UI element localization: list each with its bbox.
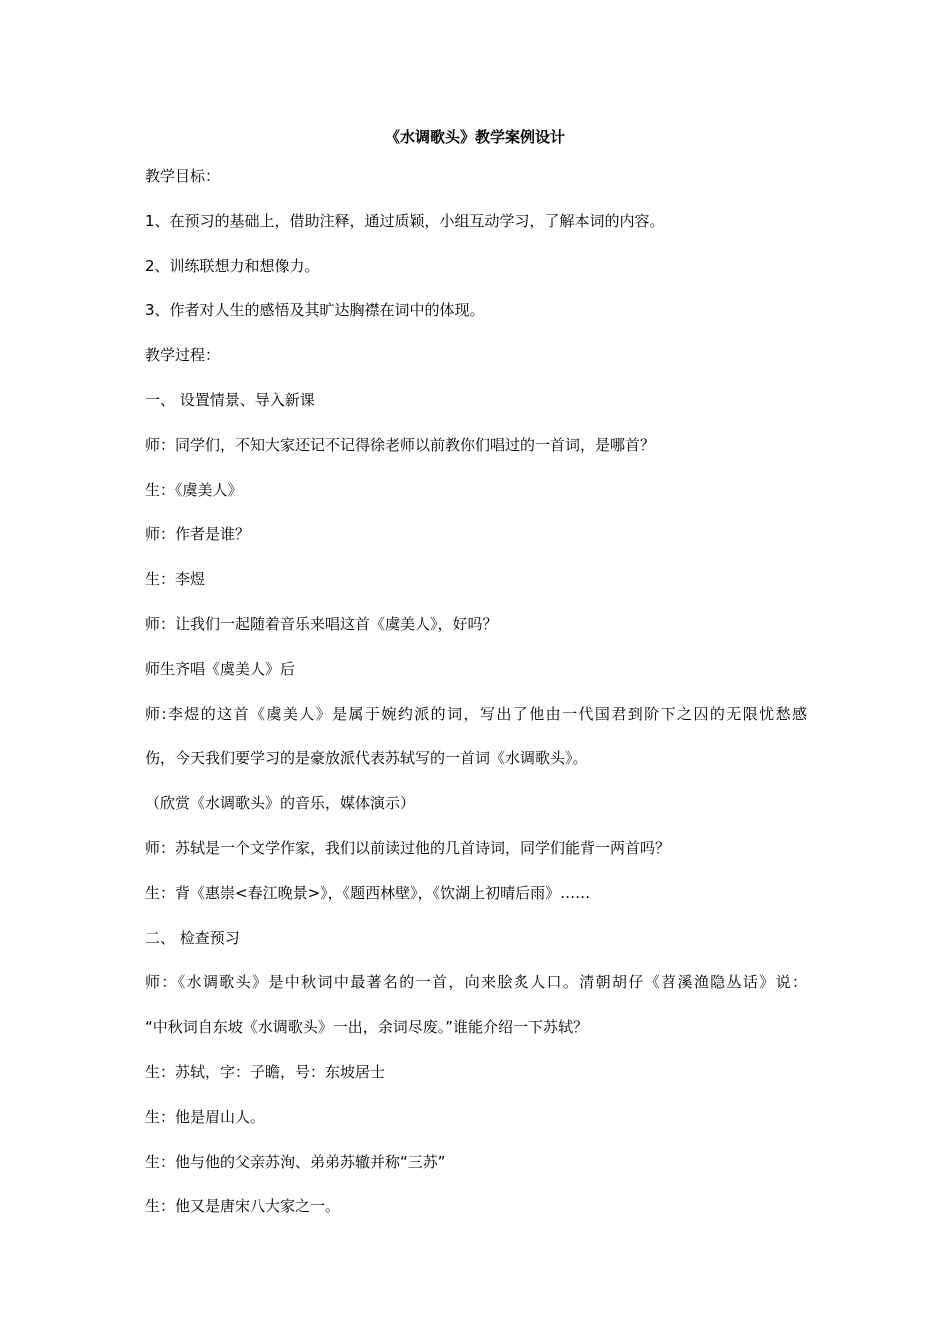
dialogue-line: 伤，今天我们要学习的是豪放派代表苏轼写的一首词《水调歌头》。 [145,749,588,767]
dialogue-line: 生：苏轼，字：子瞻，号：东坡居士 [145,1063,386,1081]
dialogue-line: 生：李煜 [145,570,206,588]
dialogue-line: （欣赏《水调歌头》的音乐，媒体演示） [145,794,416,812]
section-heading-goals: 教学目标： [145,167,221,185]
dialogue-line: 师:李煜的这首《虞美人》是属于婉约派的词，写出了他由一代国君到阶下之囚的无限忧愁感 [145,705,807,723]
step-heading-1: 一、 设置情景、导入新课 [145,391,315,409]
dialogue-line: 师生齐唱《虞美人》后 [145,660,296,678]
dialogue-line: 生：背《惠崇<春江晚景>》，《题西林壁》，《饮湖上初晴后雨》…… [145,884,591,902]
goal-item-1: 1、在预习的基础上，借助注释，通过质颖，小组互动学习，了解本词的内容。 [145,212,665,230]
goal-item-3: 3、作者对人生的感悟及其旷达胸襟在词中的体现。 [145,301,485,319]
dialogue-line: 生：《虞美人》 [145,481,243,499]
document-title: 《水调歌头》教学案例设计 [384,128,565,146]
dialogue-line: 师：作者是谁？ [145,525,251,543]
dialogue-line: “中秋词自东坡《水调歌头》一出，余词尽废。”谁能介绍一下苏轼？ [145,1018,589,1036]
dialogue-line: 师：让我们一起随着音乐来唱这首《虞美人》，好吗？ [145,615,498,633]
dialogue-line: 生：他又是唐宋八大家之一。 [145,1197,341,1215]
step-heading-2: 二、 检查预习 [145,929,240,947]
dialogue-line: 师：同学们，不知大家还记不记得徐老师以前教你们唱过的一首词，是哪首？ [145,436,656,454]
dialogue-line: 生：他与他的父亲苏洵、弟弟苏辙并称“三苏” [145,1153,446,1171]
dialogue-line: 师：苏轼是一个文学作家，我们以前读过他的几首诗词，同学们能背一两首吗？ [145,839,671,857]
dialogue-line: 生：他是眉山人。 [145,1108,266,1126]
dialogue-line: 师：《水调歌头》是中秋词中最著名的一首，向来脍炙人口。清朝胡仔《苕溪渔隐丛话》说： [145,973,807,991]
section-heading-process: 教学过程： [145,346,221,364]
goal-item-2: 2、训练联想力和想像力。 [145,257,320,275]
